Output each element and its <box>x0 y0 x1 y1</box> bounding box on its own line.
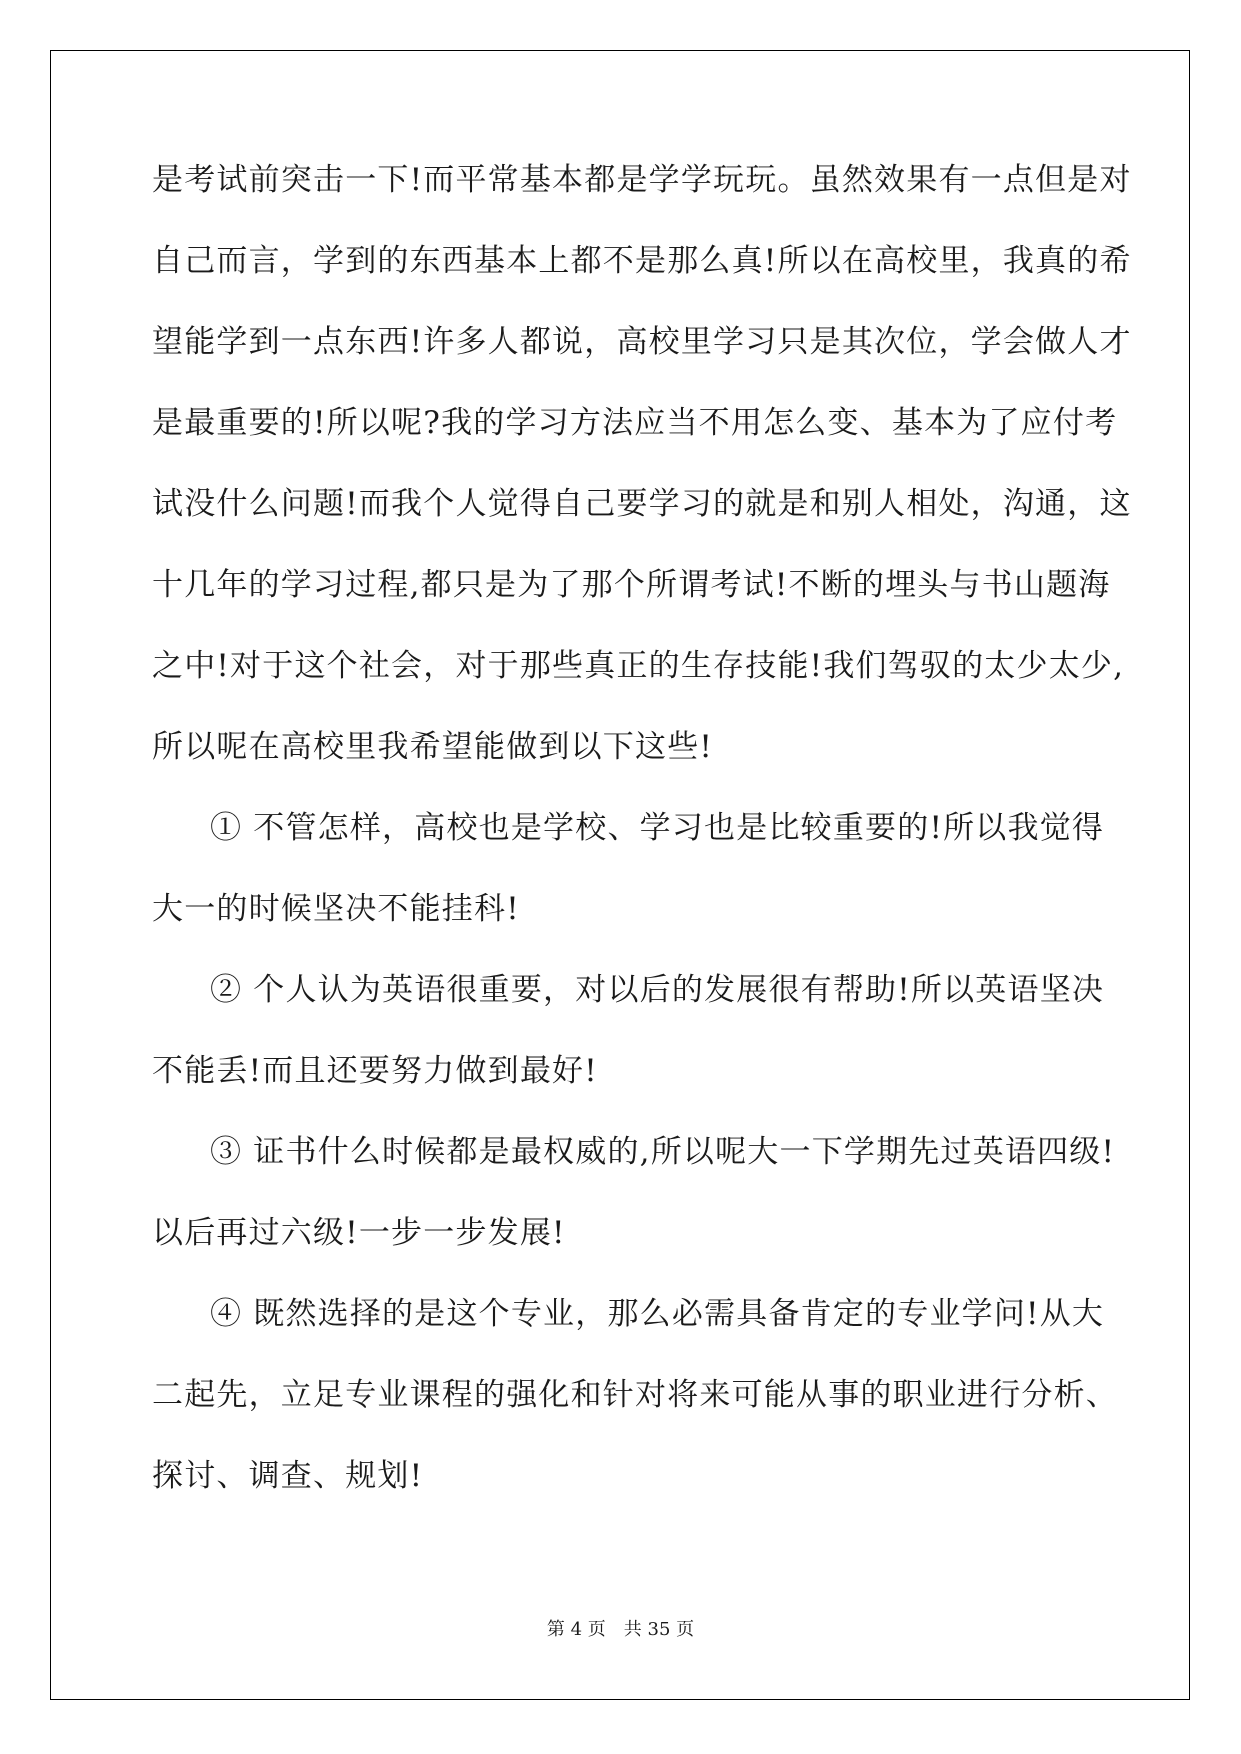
text-line: 大一的时候坚决不能挂科! <box>152 891 520 927</box>
list-item-1: ① 不管怎样，高校也是学校、学习也是比较重要的!所以我觉得 <box>210 810 1105 846</box>
text-line: 以后再过六级!一步一步发展! <box>152 1215 566 1251</box>
page-number: 第 4 页 共 35 页 <box>546 1619 695 1640</box>
text-line: 试没什么问题!而我个人觉得自己要学习的就是和别人相处，沟通，这 <box>152 486 1132 522</box>
text-line: 不能丢!而且还要努力做到最好! <box>152 1053 598 1089</box>
list-item-4: ④ 既然选择的是这个专业，那么必需具备肯定的专业学问!从大 <box>210 1296 1105 1332</box>
text-line: 二起先，立足专业课程的强化和针对将来可能从事的职业进行分析、 <box>152 1377 1118 1413</box>
text-line: 是考试前突击一下!而平常基本都是学学玩玩。虽然效果有一点但是对 <box>152 162 1132 198</box>
text-line: 是最重要的!所以呢?我的学习方法应当不用怎么变、基本为了应付考 <box>152 405 1118 441</box>
text-line: 自己而言，学到的东西基本上都不是那么真!所以在高校里，我真的希 <box>152 243 1132 279</box>
document-body <box>152 160 1132 1537</box>
text-line: 之中!对于这个社会，对于那些真正的生存技能!我们驾驭的太少太少, <box>152 648 1125 684</box>
list-item-3: ③ 证书什么时候都是最权威的,所以呢大一下学期先过英语四级! <box>210 1134 1116 1170</box>
list-item-2: ② 个人认为英语很重要，对以后的发展很有帮助!所以英语坚决 <box>210 972 1105 1008</box>
text-line: 望能学到一点东西!许多人都说，高校里学习只是其次位，学会做人才 <box>152 324 1132 360</box>
text-line: 所以呢在高校里我希望能做到以下这些! <box>152 729 714 765</box>
text-line: 十几年的学习过程,都只是为了那个所谓考试!不断的埋头与书山题海 <box>152 567 1111 603</box>
text-line: 探讨、调查、规划! <box>152 1458 424 1494</box>
